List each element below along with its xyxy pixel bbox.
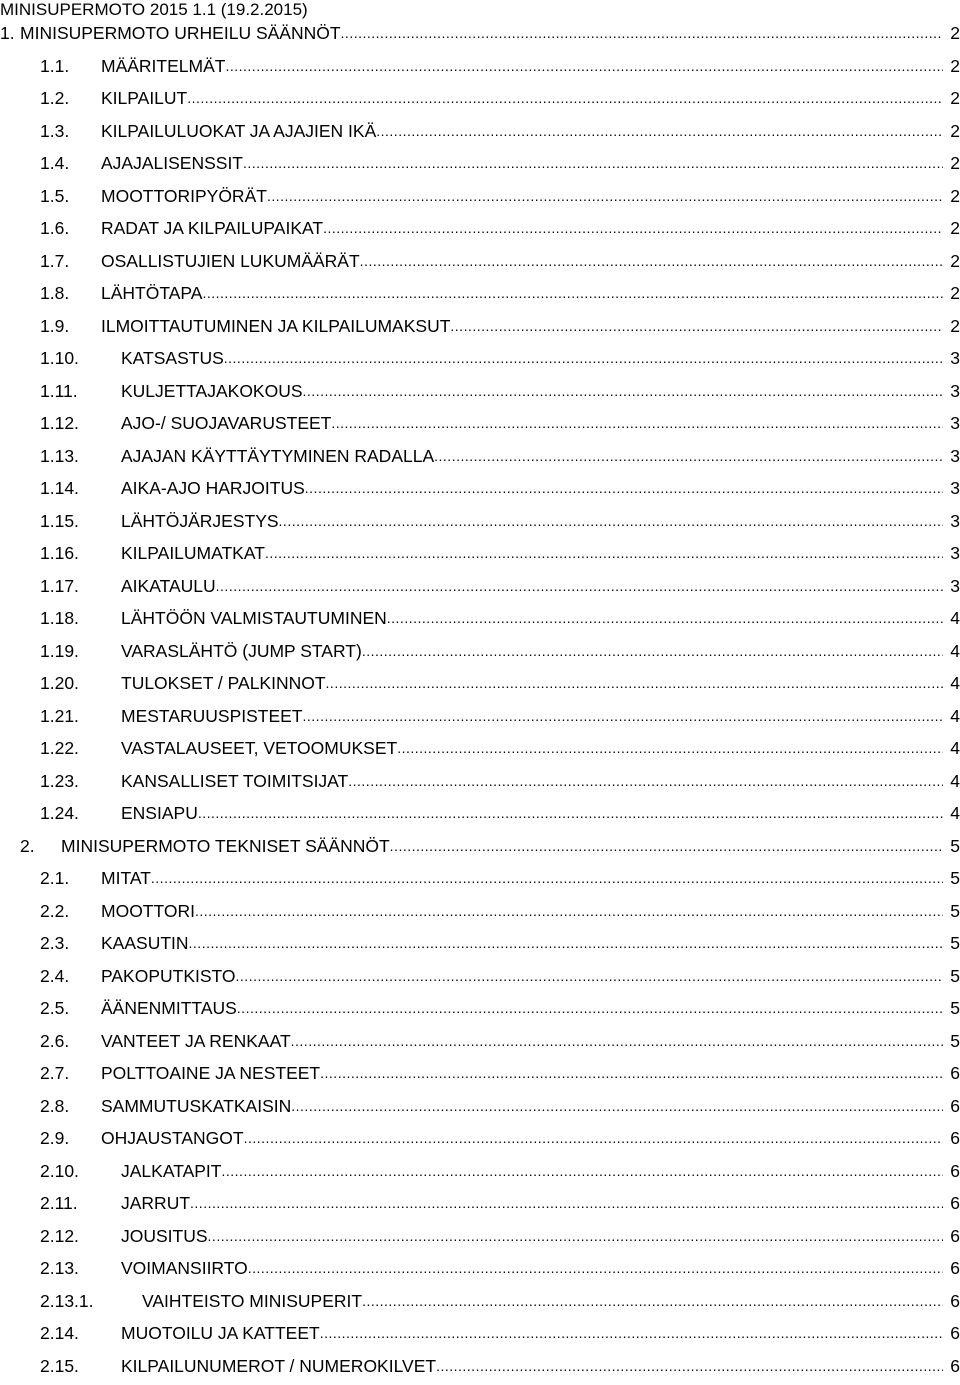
- toc-entry-number: 1.7.: [40, 248, 69, 275]
- toc-entry[interactable]: [0, 638, 960, 671]
- toc-entry-page-number: 6: [945, 1320, 960, 1347]
- toc-entry-title: JOUSITUS: [121, 1223, 208, 1250]
- toc-entry-title-with-leader: [101, 150, 943, 177]
- dot-leader: [237, 995, 943, 1022]
- toc-entry-number: 1.1.: [40, 53, 69, 80]
- toc-entry-title-with-leader: [101, 313, 943, 340]
- dot-leader: [436, 1353, 943, 1380]
- toc-entry-number: 1.8.: [40, 280, 69, 307]
- toc-entry[interactable]: [0, 475, 960, 508]
- toc-entry-number: 2.3.: [40, 930, 69, 957]
- toc-entry-title-with-leader: [142, 1288, 943, 1315]
- toc-entry-title-with-leader: [101, 1093, 943, 1120]
- toc-entry-number: 1.5.: [40, 183, 69, 210]
- toc-entry-title-with-leader: [101, 930, 943, 957]
- document-title: MINISUPERMOTO 2015 1.1 (19.2.2015): [0, 0, 308, 20]
- toc-entry-number: 2.13.1.: [40, 1288, 94, 1315]
- toc-entry-title-with-leader: [101, 1125, 943, 1152]
- toc-entry-page-number: 2: [945, 183, 960, 210]
- toc-entry[interactable]: [0, 118, 960, 151]
- toc-entry-title-with-leader: [101, 898, 943, 925]
- toc-entry-page-number: 2: [945, 248, 960, 275]
- toc-entry[interactable]: [0, 1190, 960, 1223]
- toc-entry-number: 1.3.: [40, 118, 69, 145]
- toc-entry-title: LÄHTÖJÄRJESTYS: [121, 508, 279, 535]
- dot-leader: [362, 1288, 943, 1315]
- toc-entry-title-with-leader: [121, 703, 943, 730]
- toc-entry-number: 1.6.: [40, 215, 69, 242]
- toc-entry-number: 1.22.: [40, 735, 79, 762]
- toc-entry-page-number: 5: [945, 865, 960, 892]
- toc-entry-title-with-leader: [121, 475, 943, 502]
- dot-leader: [279, 508, 943, 535]
- toc-entry-title-with-leader: [121, 345, 943, 372]
- toc-entry[interactable]: [0, 248, 960, 281]
- toc-entry[interactable]: [0, 1288, 960, 1321]
- toc-entry-page-number: 5: [945, 930, 960, 957]
- toc-entry[interactable]: [0, 605, 960, 638]
- toc-entry-page-number: 4: [945, 638, 960, 665]
- toc-entry-page-number: 2: [945, 20, 960, 47]
- toc-entry[interactable]: [0, 1060, 960, 1093]
- toc-entry-page-number: 3: [945, 573, 960, 600]
- dot-leader: [320, 1320, 943, 1347]
- toc-entry[interactable]: [0, 865, 960, 898]
- toc-entry-title: OHJAUSTANGOT: [101, 1125, 244, 1152]
- toc-entry-title: TULOKSET / PALKINNOT: [121, 670, 326, 697]
- toc-entry-number: 1.16.: [40, 540, 79, 567]
- toc-entry-title: OSALLISTUJIEN LUKUMÄÄRÄT: [101, 248, 360, 275]
- toc-entry-title-with-leader: [101, 963, 943, 990]
- toc-entry-number: 1.24.: [40, 800, 79, 827]
- toc-entry-title-with-leader: [121, 540, 943, 567]
- dot-leader: [225, 53, 943, 80]
- table-of-contents: [0, 20, 960, 1385]
- toc-entry-title: MINISUPERMOTO URHEILU SÄÄNNÖT: [20, 20, 341, 47]
- dot-leader: [341, 20, 943, 47]
- toc-entry-page-number: 3: [945, 410, 960, 437]
- dot-leader: [248, 1255, 943, 1282]
- toc-entry[interactable]: [0, 1093, 960, 1126]
- toc-entry[interactable]: [0, 1223, 960, 1256]
- toc-entry-number: 2.15.: [40, 1353, 79, 1380]
- toc-entry-title-with-leader: [101, 118, 943, 145]
- dot-leader: [265, 540, 943, 567]
- toc-entry-number: 1.20.: [40, 670, 79, 697]
- toc-entry-title: MINISUPERMOTO TEKNISET SÄÄNNÖT: [61, 833, 390, 860]
- toc-entry-page-number: 2: [945, 280, 960, 307]
- toc-entry-page-number: 5: [945, 898, 960, 925]
- dot-leader: [216, 573, 943, 600]
- dot-leader: [303, 703, 943, 730]
- toc-entry-title: VOIMANSIIRTO: [121, 1255, 248, 1282]
- toc-entry-page-number: 6: [945, 1353, 960, 1380]
- toc-entry-title: AJAJALISENSSIT: [101, 150, 243, 177]
- toc-entry[interactable]: [0, 540, 960, 573]
- toc-entry[interactable]: [0, 20, 960, 53]
- toc-entry-title-with-leader: [121, 1190, 943, 1217]
- dot-leader: [331, 410, 943, 437]
- dot-leader: [348, 768, 943, 795]
- toc-entry-title: KANSALLISET TOIMITSIJAT: [121, 768, 348, 795]
- toc-entry-title-with-leader: [101, 280, 943, 307]
- toc-entry-number: 1.10.: [40, 345, 79, 372]
- toc-entry-title: MOOTTORIPYÖRÄT: [101, 183, 267, 210]
- dot-leader: [243, 150, 943, 177]
- toc-entry-title: AIKATAULU: [121, 573, 216, 600]
- toc-entry-page-number: 2: [945, 215, 960, 242]
- toc-entry-title: MOOTTORI: [101, 898, 195, 925]
- toc-entry-number: 1.21.: [40, 703, 79, 730]
- toc-entry-title-with-leader: [121, 1255, 943, 1282]
- toc-entry-page-number: 6: [945, 1060, 960, 1087]
- toc-entry-title-with-leader: [101, 1060, 943, 1087]
- dot-leader: [397, 735, 943, 762]
- toc-entry-page-number: 6: [945, 1255, 960, 1282]
- toc-entry-number: 2.12.: [40, 1223, 79, 1250]
- toc-entry-number: 1.14.: [40, 475, 79, 502]
- dot-leader: [362, 638, 943, 665]
- toc-entry-title-with-leader: [101, 995, 943, 1022]
- toc-entry[interactable]: [0, 930, 960, 963]
- toc-entry-page-number: 2: [945, 85, 960, 112]
- toc-entry-title: KILPAILULUOKAT JA AJAJIEN IKÄ: [101, 118, 376, 145]
- toc-entry[interactable]: [0, 735, 960, 768]
- toc-entry[interactable]: [0, 995, 960, 1028]
- toc-entry-title: AIKA-AJO HARJOITUS: [121, 475, 305, 502]
- toc-entry[interactable]: [0, 1028, 960, 1061]
- toc-entry-page-number: 4: [945, 735, 960, 762]
- toc-entry-page-number: 6: [945, 1190, 960, 1217]
- dot-leader: [303, 378, 943, 405]
- dot-leader: [224, 345, 943, 372]
- toc-entry[interactable]: [0, 378, 960, 411]
- toc-entry-number: 1.11.: [40, 378, 78, 405]
- toc-entry-title: VAIHTEISTO MINISUPERIT: [142, 1288, 362, 1315]
- toc-entry-page-number: 3: [945, 475, 960, 502]
- toc-entry-page-number: 2: [945, 313, 960, 340]
- toc-entry-page-number: 4: [945, 605, 960, 632]
- dot-leader: [376, 118, 943, 145]
- toc-entry-title: PAKOPUTKISTO: [101, 963, 236, 990]
- toc-entry[interactable]: [0, 345, 960, 378]
- toc-entry-number: 1.15.: [40, 508, 79, 535]
- toc-entry-number: 2.1.: [40, 865, 69, 892]
- dot-leader: [187, 85, 943, 112]
- toc-entry[interactable]: [0, 573, 960, 606]
- toc-entry-title: KAASUTIN: [101, 930, 189, 957]
- toc-entry-number: 2.4.: [40, 963, 69, 990]
- toc-entry-title: VARASLÄHTÖ (JUMP START): [121, 638, 362, 665]
- toc-entry[interactable]: [0, 768, 960, 801]
- toc-entry[interactable]: [0, 410, 960, 443]
- toc-entry[interactable]: [0, 313, 960, 346]
- toc-entry-page-number: 5: [945, 963, 960, 990]
- toc-entry-title-with-leader: [121, 735, 943, 762]
- dot-leader: [244, 1125, 943, 1152]
- toc-entry-title-with-leader: [121, 443, 943, 470]
- dot-leader: [390, 833, 943, 860]
- toc-entry-title: LÄHTÖÖN VALMISTAUTUMINEN: [121, 605, 387, 632]
- dot-leader: [236, 963, 943, 990]
- toc-entry[interactable]: [0, 1125, 960, 1158]
- toc-entry-number: 1.2.: [40, 85, 69, 112]
- toc-entry-title: ILMOITTAUTUMINEN JA KILPAILUMAKSUT: [101, 313, 450, 340]
- toc-entry-number: 2.2.: [40, 898, 69, 925]
- toc-entry-number: 1.4.: [40, 150, 69, 177]
- toc-entry-number: 1.13.: [40, 443, 79, 470]
- toc-entry-number: 2.7.: [40, 1060, 69, 1087]
- dot-leader: [208, 1223, 943, 1250]
- toc-entry-page-number: 3: [945, 540, 960, 567]
- dot-leader: [151, 865, 943, 892]
- dot-leader: [305, 475, 943, 502]
- toc-entry-number: 2.13.: [40, 1255, 79, 1282]
- toc-entry-page-number: 4: [945, 768, 960, 795]
- toc-entry-number: 2.6.: [40, 1028, 69, 1055]
- toc-entry-title: KULJETTAJAKOKOUS: [121, 378, 303, 405]
- toc-entry[interactable]: [0, 443, 960, 476]
- toc-entry-page-number: 6: [945, 1223, 960, 1250]
- toc-entry-title: KATSASTUS: [121, 345, 224, 372]
- toc-entry-page-number: 5: [945, 1028, 960, 1055]
- dot-leader: [320, 1060, 943, 1087]
- toc-entry-page-number: 4: [945, 800, 960, 827]
- toc-entry[interactable]: [0, 53, 960, 86]
- dot-leader: [291, 1028, 943, 1055]
- toc-entry-page-number: 5: [945, 995, 960, 1022]
- toc-entry[interactable]: [0, 1255, 960, 1288]
- toc-entry-title: VASTALAUSEET, VETOOMUKSET: [121, 735, 397, 762]
- toc-entry-title-with-leader: [101, 183, 943, 210]
- toc-entry-page-number: 5: [945, 833, 960, 860]
- toc-entry-page-number: 3: [945, 345, 960, 372]
- toc-entry[interactable]: [0, 898, 960, 931]
- toc-entry-number: 1.23.: [40, 768, 79, 795]
- toc-entry-title: KILPAILUMATKAT: [121, 540, 265, 567]
- toc-entry-page-number: 2: [945, 118, 960, 145]
- toc-entry[interactable]: [0, 833, 960, 866]
- toc-entry-title-with-leader: [101, 1028, 943, 1055]
- toc-entry-number: 1.17.: [40, 573, 79, 600]
- toc-entry[interactable]: [0, 963, 960, 996]
- toc-entry-title-with-leader: [121, 670, 943, 697]
- toc-entry[interactable]: [0, 280, 960, 313]
- toc-entry-page-number: 6: [945, 1288, 960, 1315]
- toc-entry-title: AJAJAN KÄYTTÄYTYMINEN RADALLA: [121, 443, 434, 470]
- toc-entry-title: AJO-/ SUOJAVARUSTEET: [121, 410, 331, 437]
- toc-entry-title-with-leader: [121, 378, 943, 405]
- toc-entry[interactable]: [0, 508, 960, 541]
- toc-entry[interactable]: [0, 150, 960, 183]
- toc-entry-number: 1.12.: [40, 410, 79, 437]
- toc-entry-title-with-leader: [61, 833, 943, 860]
- toc-entry-number: 2.9.: [40, 1125, 69, 1152]
- dot-leader: [189, 930, 943, 957]
- dot-leader: [267, 183, 943, 210]
- toc-entry-page-number: 4: [945, 703, 960, 730]
- toc-entry-title-with-leader: [121, 768, 943, 795]
- dot-leader: [198, 800, 943, 827]
- dot-leader: [291, 1093, 943, 1120]
- toc-entry-title-with-leader: [121, 1158, 943, 1185]
- toc-entry-number: 2.: [20, 833, 35, 860]
- toc-entry[interactable]: [0, 215, 960, 248]
- toc-entry-page-number: 6: [945, 1093, 960, 1120]
- toc-entry-page-number: 3: [945, 508, 960, 535]
- toc-entry-title: MITAT: [101, 865, 151, 892]
- toc-entry[interactable]: [0, 800, 960, 833]
- dot-leader: [190, 1190, 943, 1217]
- toc-entry-number: 1.19.: [40, 638, 79, 665]
- toc-entry-number: 2.10.: [40, 1158, 79, 1185]
- toc-entry-title-with-leader: [121, 1223, 943, 1250]
- toc-entry-title: JALKATAPIT: [121, 1158, 222, 1185]
- toc-entry-title: SAMMUTUSKATKAISIN: [101, 1093, 291, 1120]
- toc-entry-page-number: 2: [945, 53, 960, 80]
- dot-leader: [434, 443, 943, 470]
- toc-entry-title-with-leader: [121, 605, 943, 632]
- dot-leader: [222, 1158, 944, 1185]
- toc-entry[interactable]: [0, 703, 960, 736]
- toc-entry-title-with-leader: [121, 573, 943, 600]
- dot-leader: [450, 313, 943, 340]
- toc-entry-title-with-leader: [101, 85, 943, 112]
- toc-entry-title-with-leader: [20, 20, 943, 47]
- toc-entry-title: VANTEET JA RENKAAT: [101, 1028, 291, 1055]
- toc-entry-title-with-leader: [121, 508, 943, 535]
- toc-entry[interactable]: [0, 670, 960, 703]
- toc-entry-title-with-leader: [121, 638, 943, 665]
- toc-entry-page-number: 4: [945, 670, 960, 697]
- dot-leader: [360, 248, 943, 275]
- toc-entry-number: 2.5.: [40, 995, 69, 1022]
- toc-entry-number: 1.9.: [40, 313, 69, 340]
- toc-entry-title: LÄHTÖTAPA: [101, 280, 202, 307]
- toc-entry-title: RADAT JA KILPAILUPAIKAT: [101, 215, 323, 242]
- toc-entry-title: KILPAILUT: [101, 85, 187, 112]
- toc-entry-page-number: 6: [945, 1125, 960, 1152]
- toc-entry[interactable]: [0, 1158, 960, 1191]
- toc-entry-title: MESTARUUSPISTEET: [121, 703, 303, 730]
- toc-entry-page-number: 6: [945, 1158, 960, 1185]
- toc-entry[interactable]: [0, 85, 960, 118]
- toc-entry-title-with-leader: [101, 865, 943, 892]
- dot-leader: [202, 280, 943, 307]
- dot-leader: [326, 670, 943, 697]
- toc-entry-title: MUOTOILU JA KATTEET: [121, 1320, 320, 1347]
- toc-entry-title-with-leader: [121, 1320, 943, 1347]
- toc-entry-title: POLTTOAINE JA NESTEET: [101, 1060, 320, 1087]
- toc-entry-page-number: 3: [945, 443, 960, 470]
- toc-entry-title: ÄÄNENMITTAUS: [101, 995, 237, 1022]
- toc-entry-title-with-leader: [121, 1353, 943, 1380]
- toc-entry-page-number: 2: [945, 150, 960, 177]
- toc-entry[interactable]: [0, 1353, 960, 1385]
- dot-leader: [323, 215, 943, 242]
- toc-entry-number: 2.14.: [40, 1320, 79, 1347]
- toc-entry-title: JARRUT: [121, 1190, 190, 1217]
- toc-entry[interactable]: [0, 183, 960, 216]
- toc-entry-title-with-leader: [101, 53, 943, 80]
- toc-entry-title-with-leader: [121, 800, 943, 827]
- toc-entry-title: KILPAILUNUMEROT / NUMEROKILVET: [121, 1353, 436, 1380]
- toc-entry-number: 1.18.: [40, 605, 79, 632]
- toc-entry-title-with-leader: [101, 248, 943, 275]
- toc-entry-page-number: 3: [945, 378, 960, 405]
- toc-entry-number: 1.: [0, 20, 15, 47]
- toc-entry-title: MÄÄRITELMÄT: [101, 53, 225, 80]
- toc-entry[interactable]: [0, 1320, 960, 1353]
- toc-entry-title-with-leader: [121, 410, 943, 437]
- toc-entry-number: 2.8.: [40, 1093, 69, 1120]
- toc-entry-title-with-leader: [101, 215, 943, 242]
- toc-entry-number: 2.11.: [40, 1190, 78, 1217]
- toc-entry-title: ENSIAPU: [121, 800, 198, 827]
- dot-leader: [195, 898, 943, 925]
- dot-leader: [387, 605, 943, 632]
